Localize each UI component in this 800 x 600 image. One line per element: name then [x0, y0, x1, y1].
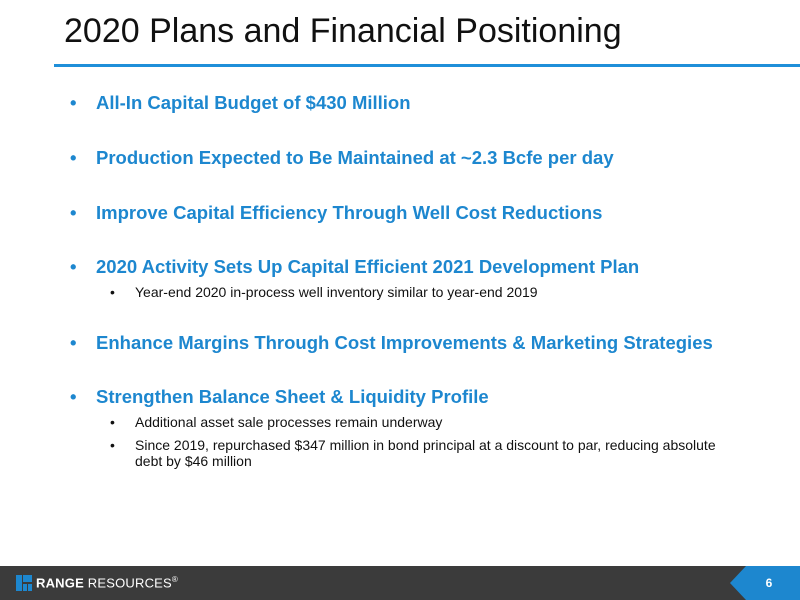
- sub-bullet-6-2: [110, 437, 740, 469]
- bullet-1-text: All-In Capital Budget of $430 Million: [96, 92, 411, 113]
- bullet-5: [70, 332, 713, 354]
- bullet-5-text: Enhance Margins Through Cost Improvements & Marketing Strategies: [96, 332, 713, 353]
- bullet-2: [70, 147, 614, 169]
- bullet-2-text: Production Expected to Be Maintained at ~2.3 Bcfe per day: [96, 147, 614, 168]
- bullet-dot: •: [70, 147, 77, 168]
- sub-bullet-4-1-text: Year-end 2020 in-process well inventory similar to year-end 2019: [135, 284, 538, 300]
- bullet-dot: •: [70, 256, 77, 277]
- page-number: 6: [765, 576, 773, 590]
- bullet-6-text: Strengthen Balance Sheet & Liquidity Profile: [96, 386, 489, 407]
- sub-bullet-dot: •: [110, 284, 115, 300]
- page-number-tab: [730, 566, 800, 600]
- sub-bullet-dot: •: [110, 414, 115, 430]
- bullet-3-text: Improve Capital Efficiency Through Well Cost Reductions: [96, 202, 603, 223]
- sub-bullet-6-1: [110, 414, 740, 430]
- slide-title: 2020 Plans and Financial Positioning: [64, 12, 622, 50]
- sub-bullet-4-1: [110, 284, 740, 300]
- logo-text: RANGE RESOURCES®: [36, 575, 179, 591]
- bullet-dot: •: [70, 202, 77, 223]
- sub-bullet-dot: •: [110, 437, 115, 453]
- bullet-dot: •: [70, 92, 77, 113]
- footer-bar: [0, 566, 800, 600]
- bullet-dot: •: [70, 332, 77, 353]
- sub-bullet-6-1-text: Additional asset sale processes remain underway: [135, 414, 443, 430]
- bullet-dot: •: [70, 386, 77, 407]
- title-underline: [54, 64, 800, 67]
- bullet-4-text: 2020 Activity Sets Up Capital Efficient 2021 Development Plan: [96, 256, 640, 277]
- bullet-4: [70, 256, 639, 278]
- range-logo-mark-icon: [16, 575, 32, 591]
- bullet-1: [70, 92, 411, 114]
- range-resources-logo: [16, 575, 178, 591]
- bullet-3: [70, 202, 602, 224]
- bullet-6: [70, 386, 489, 408]
- sub-bullet-6-2-text: Since 2019, repurchased $347 million in bond principal at a discount to par, reducing absolute debt by $46 million: [135, 437, 716, 469]
